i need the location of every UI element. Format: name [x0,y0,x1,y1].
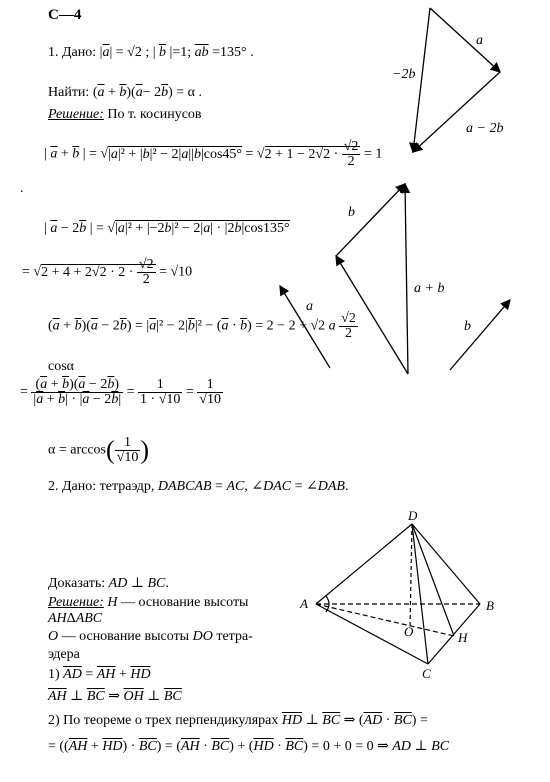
fig3-label-H: H [458,630,468,645]
fig3-label-B: B [486,598,494,613]
step-1a: 1) $\overline{AD} = \overline{AH} + \overline{HD}$ [48,667,151,682]
problem2-aht: AHΔABC [48,611,103,626]
step-1b: $\overline{AH}$ ⊥ $\overline{BC}$ ⇒ $\overline{OH}$ ⊥ $\overline{BC}$ [48,689,182,704]
header: С—4 [48,7,82,23]
fig1-label-a-minus-2b: a − 2b [466,121,504,136]
problem1-given: 1. Дано: $|\overline{a}| = √2$ ; | $\overline{b}$ |=1; $\overline{ab} =135^\circ$ . [48,45,254,60]
cos-label: cosα [48,359,74,374]
step-3: = $((\overline{AH} + \overline{HD}) \cdot \overline{BC}) = (\overline{AH} \cdot \overline{BC}) + (\overline{HD} \cdot \overline{BC}) = 0 + 0 = 0$ ⇒ AD ⊥ BC [48,739,450,754]
fig3-label-O: O [404,624,414,639]
equation-5: = $\frac{(\overline{a} + \overline{b})(\overline{a} - 2\overline{b})}{|\overline{a} + \overline{b}| \cdot |\overline{a} - 2\overline{b}|}$ = $\frac{1}{1 \cdot √10}$ = $\frac{1}{√10}$ [20,377,221,407]
fig3-label-D: D [408,508,418,523]
problem2-given: 2. Дано: тетраэдр, DABCAB = AC, ∠DAC = ∠DAB. [48,479,349,494]
figure-3 [316,524,480,664]
vector-b-top [336,184,405,256]
vector-a-minus-2b [413,72,500,152]
fig2-label-b-right: b [464,319,471,334]
fig3-label-A: A [300,596,308,611]
figure-2 [280,184,510,374]
fig3-label-C: C [422,666,431,681]
equation-2: | $\overline{a} - 2\overline{b}$ | = $√|\overline{a}|^2 + |-2\overline{b}|^2 - 2|\overline{a}| \cdot |2\overline{b}|\cos 135^\circ$ [44,221,290,236]
fig2-label-b-top: b [348,205,355,220]
vector-a [430,8,500,72]
equation-4: $(\overline{a} + \overline{b})(\overline{a} - 2\overline{b}) = |\overline{a}|^2 - 2|\overline{b}|^2 - (\overline{a} \cdot \overline{b}) = 2 - 2 + √2$ a $\frac{√2}{2}$ [48,311,356,341]
vector-minus-2b [413,8,430,152]
fig2-label-a: a [306,299,313,314]
problem1-find: Найти: $(\overline{a} + \overline{b})(\overline{a}- 2\overline{b}) = \alpha$ . [48,85,203,100]
solution-intro: Решение: По т. косинусов [48,107,202,122]
problem2-line-o: O — основание высоты DO тетра- [48,629,253,644]
problem2-prove: Доказать: AD ⊥ BC. [48,576,169,591]
vector-a-plus-b [405,184,408,374]
equation-3: = √2 + 4 + 2√2 · 2 · $\frac{√2}{2}$ = √10 [22,257,193,287]
problem2-line-o2: эдера [48,647,80,662]
vector-a-mid [336,256,408,374]
fig1-label-minus-2b: −2b [392,67,416,82]
vector-a-left [280,286,330,368]
fig2-label-a-plus-b: a + b [414,281,445,296]
step-2: 2) По теореме о трех перпендикулярах $\overline{HD}$ ⊥ $\overline{BC}$ ⇒ $(\overline{AD} \cdot \overline{BC})$ = [48,713,428,728]
problem2-solution: Решение: H — основание высоты [48,595,249,610]
equation-6: α = arccos( $\frac{1}{√10}$ ) [48,435,150,465]
fig1-label-a: a [476,33,483,48]
equation-1: | $\overline{a} + \overline{b}$ | = $√|\overline{a}|^2 + |\overline{b}|^2 - 2|\overline{a}||\overline{b}|\cos 45^\circ = √2 + 1 - 2√2$ · $\frac{√2}{2}$ = 1 [44,139,383,169]
vector-b-right [450,300,510,370]
dot-mark: . [20,181,24,196]
